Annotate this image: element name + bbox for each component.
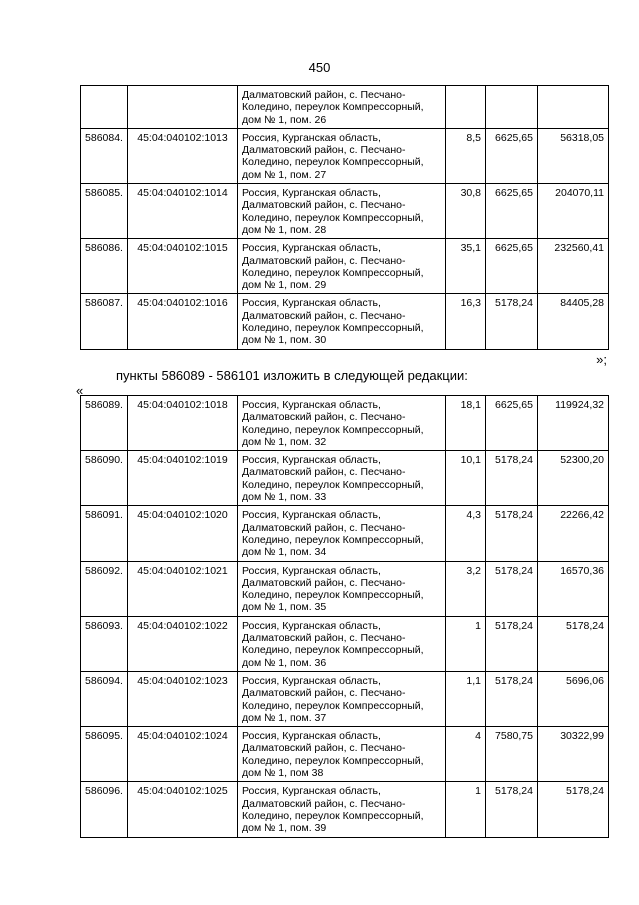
address-cell <box>238 561 446 616</box>
total-value-cell: 5178,24 <box>538 782 609 837</box>
address-line: Россия, Курганская область, <box>242 187 381 200</box>
cadastral-number-cell: 45:04:040102:1014 <box>128 184 238 239</box>
cadastral-price-cell: 6625,65 <box>486 184 538 239</box>
address-line: Далматовский район, с. Песчано- <box>242 632 406 645</box>
row-number-cell: 586095. <box>81 727 128 782</box>
address-line: дом № 1, пом. 34 <box>242 546 327 559</box>
area-cell: 1 <box>446 782 486 837</box>
address-line: Колединo, переулок Компрессорный, <box>242 699 424 712</box>
address-line: Колединo, переулок Компрессорный, <box>242 589 424 602</box>
address-line: дом № 1, пом. 32 <box>242 435 327 448</box>
cadastral-price-cell: 5178,24 <box>486 616 538 671</box>
address-line: Россия, Курганская область, <box>242 509 381 522</box>
total-value-cell: 5696,06 <box>538 671 609 726</box>
area-cell: 4,3 <box>446 506 486 561</box>
total-value-cell: 56318,05 <box>538 128 609 183</box>
total-value-cell: 52300,20 <box>538 451 609 506</box>
table-row <box>81 561 609 616</box>
area-cell <box>446 86 486 129</box>
row-number-cell: 586089. <box>81 396 128 451</box>
address-cell <box>238 86 446 129</box>
table-row <box>81 396 609 451</box>
address-cell <box>238 239 446 294</box>
address-line: Колединo, переулок Компрессорный, <box>242 423 424 436</box>
row-number-cell: 586090. <box>81 451 128 506</box>
area-cell: 4 <box>446 727 486 782</box>
cadastral-price-cell: 6625,65 <box>486 396 538 451</box>
address-line: дом № 1, пом. 33 <box>242 491 327 504</box>
table-row <box>81 616 609 671</box>
row-number-cell: 586093. <box>81 616 128 671</box>
address-line: Колединo, переулок Компрессорный, <box>242 156 424 169</box>
address-line: дом № 1, пом. 29 <box>242 279 327 292</box>
area-cell: 8,5 <box>446 128 486 183</box>
cadastral-number-cell: 45:04:040102:1018 <box>128 396 238 451</box>
cadastral-price-cell: 7580,75 <box>486 727 538 782</box>
property-table-bottom <box>80 395 609 838</box>
address-line: Колединo, переулок Компрессорный, <box>242 754 424 767</box>
property-table-top <box>80 85 609 350</box>
address-line: Россия, Курганская область, <box>242 619 381 632</box>
address-cell <box>238 727 446 782</box>
address-cell <box>238 451 446 506</box>
total-value-cell: 5178,24 <box>538 616 609 671</box>
closing-quote: »; <box>596 352 607 367</box>
total-value-cell <box>538 86 609 129</box>
address-line: Колединo, переулок Компрессорный, <box>242 322 424 335</box>
cadastral-number-cell: 45:04:040102:1022 <box>128 616 238 671</box>
row-number-cell: 586096. <box>81 782 128 837</box>
address-cell <box>238 396 446 451</box>
area-cell: 35,1 <box>446 239 486 294</box>
address-line: Далматовский район, с. Песчано- <box>242 466 406 479</box>
address-line: дом № 1, пом. 37 <box>242 711 327 724</box>
address-line: Колединo, переулок Компрессорный, <box>242 101 424 114</box>
cadastral-price-cell: 6625,65 <box>486 128 538 183</box>
cadastral-number-cell: 45:04:040102:1013 <box>128 128 238 183</box>
address-line: Далматовский район, с. Песчано- <box>242 254 406 267</box>
area-cell: 18,1 <box>446 396 486 451</box>
address-line: Россия, Курганская область, <box>242 564 381 577</box>
table-row <box>81 506 609 561</box>
address-cell <box>238 506 446 561</box>
cadastral-price-cell: 5178,24 <box>486 782 538 837</box>
cadastral-number-cell: 45:04:040102:1025 <box>128 782 238 837</box>
address-line: Колединo, переулок Компрессорный, <box>242 478 424 491</box>
area-cell: 3,2 <box>446 561 486 616</box>
total-value-cell: 204070,11 <box>538 184 609 239</box>
address-line: Далматовский район, с. Песчано- <box>242 411 406 424</box>
address-cell <box>238 671 446 726</box>
address-line: Колединo, переулок Компрессорный, <box>242 644 424 657</box>
area-cell: 16,3 <box>446 294 486 349</box>
row-number-cell: 586084. <box>81 128 128 183</box>
area-cell: 10,1 <box>446 451 486 506</box>
table-row <box>81 239 609 294</box>
cadastral-price-cell: 5178,24 <box>486 561 538 616</box>
address-line: Россия, Курганская область, <box>242 131 381 144</box>
address-line: дом № 1, пом. 35 <box>242 601 327 614</box>
table-row <box>81 671 609 726</box>
row-number-cell: 586087. <box>81 294 128 349</box>
table-row <box>81 727 609 782</box>
address-line: Далматовский район, с. Песчано- <box>242 89 406 101</box>
address-line: дом № 1, пом 38 <box>242 767 324 780</box>
address-line: дом № 1, пом. 28 <box>242 223 327 236</box>
table-row <box>81 294 609 349</box>
area-cell: 1 <box>446 616 486 671</box>
total-value-cell: 119924,32 <box>538 396 609 451</box>
address-line: дом № 1, пом. 39 <box>242 822 327 835</box>
cadastral-number-cell: 45:04:040102:1023 <box>128 671 238 726</box>
address-line: Колединo, переулок Компрессорный, <box>242 211 424 224</box>
address-line: Далматовский район, с. Песчано- <box>242 309 406 322</box>
row-number-cell: 586092. <box>81 561 128 616</box>
address-cell <box>238 128 446 183</box>
address-line: Россия, Курганская область, <box>242 454 381 467</box>
cadastral-number-cell: 45:04:040102:1024 <box>128 727 238 782</box>
area-cell: 1,1 <box>446 671 486 726</box>
total-value-cell: 232560,41 <box>538 239 609 294</box>
address-cell <box>238 782 446 837</box>
cadastral-price-cell: 6625,65 <box>486 239 538 294</box>
cadastral-number-cell: 45:04:040102:1015 <box>128 239 238 294</box>
opening-quote: « <box>76 383 84 398</box>
table-row <box>81 782 609 837</box>
cadastral-number-cell: 45:04:040102:1019 <box>128 451 238 506</box>
area-cell: 30,8 <box>446 184 486 239</box>
address-line: дом № 1, пом. 30 <box>242 334 327 347</box>
row-number-cell <box>81 86 128 129</box>
address-line: Россия, Курганская область, <box>242 785 381 798</box>
page-number: 450 <box>308 60 331 75</box>
table-row <box>81 184 609 239</box>
total-value-cell: 84405,28 <box>538 294 609 349</box>
address-cell <box>238 616 446 671</box>
row-number-cell: 586094. <box>81 671 128 726</box>
address-line: дом № 1, пом. 26 <box>242 113 327 126</box>
table-row <box>81 86 609 129</box>
address-cell <box>238 184 446 239</box>
cadastral-price-cell <box>486 86 538 129</box>
address-line: Россия, Курганская область, <box>242 730 381 743</box>
row-number-cell: 586091. <box>81 506 128 561</box>
cadastral-price-cell: 5178,24 <box>486 671 538 726</box>
address-cell <box>238 294 446 349</box>
row-number-cell: 586085. <box>81 184 128 239</box>
total-value-cell: 16570,36 <box>538 561 609 616</box>
address-line: Россия, Курганская область, <box>242 297 381 310</box>
address-line: Далматовский район, с. Песчано- <box>242 144 406 157</box>
address-line: дом № 1, пом. 36 <box>242 656 327 669</box>
amendment-instruction: пункты 586089 - 586101 изложить в следующей редакции: <box>116 368 468 383</box>
address-line: Колединo, переулок Компрессорный, <box>242 533 424 546</box>
cadastral-number-cell: 45:04:040102:1016 <box>128 294 238 349</box>
cadastral-price-cell: 5178,24 <box>486 451 538 506</box>
address-line: Далматовский район, с. Песчано- <box>242 521 406 534</box>
address-line: Россия, Курганская область, <box>242 674 381 687</box>
address-line: Далматовский район, с. Песчано- <box>242 199 406 212</box>
address-line: Колединo, переулок Компрессорный, <box>242 809 424 822</box>
cadastral-price-cell: 5178,24 <box>486 294 538 349</box>
total-value-cell: 30322,99 <box>538 727 609 782</box>
total-value-cell: 22266,42 <box>538 506 609 561</box>
cadastral-price-cell: 5178,24 <box>486 506 538 561</box>
address-line: Россия, Курганская область, <box>242 242 381 255</box>
cadastral-number-cell: 45:04:040102:1020 <box>128 506 238 561</box>
row-number-cell: 586086. <box>81 239 128 294</box>
address-line: Россия, Курганская область, <box>242 399 381 411</box>
address-line: Далматовский район, с. Песчано- <box>242 797 406 810</box>
table-row <box>81 128 609 183</box>
cadastral-number-cell: 45:04:040102:1021 <box>128 561 238 616</box>
address-line: Далматовский район, с. Песчано- <box>242 576 406 589</box>
address-line: Далматовский район, с. Песчано- <box>242 742 406 755</box>
address-line: Далматовский район, с. Песчано- <box>242 687 406 700</box>
address-line: Колединo, переулок Компрессорный, <box>242 266 424 279</box>
address-line: дом № 1, пом. 27 <box>242 168 327 181</box>
table-row <box>81 451 609 506</box>
cadastral-number-cell <box>128 86 238 129</box>
